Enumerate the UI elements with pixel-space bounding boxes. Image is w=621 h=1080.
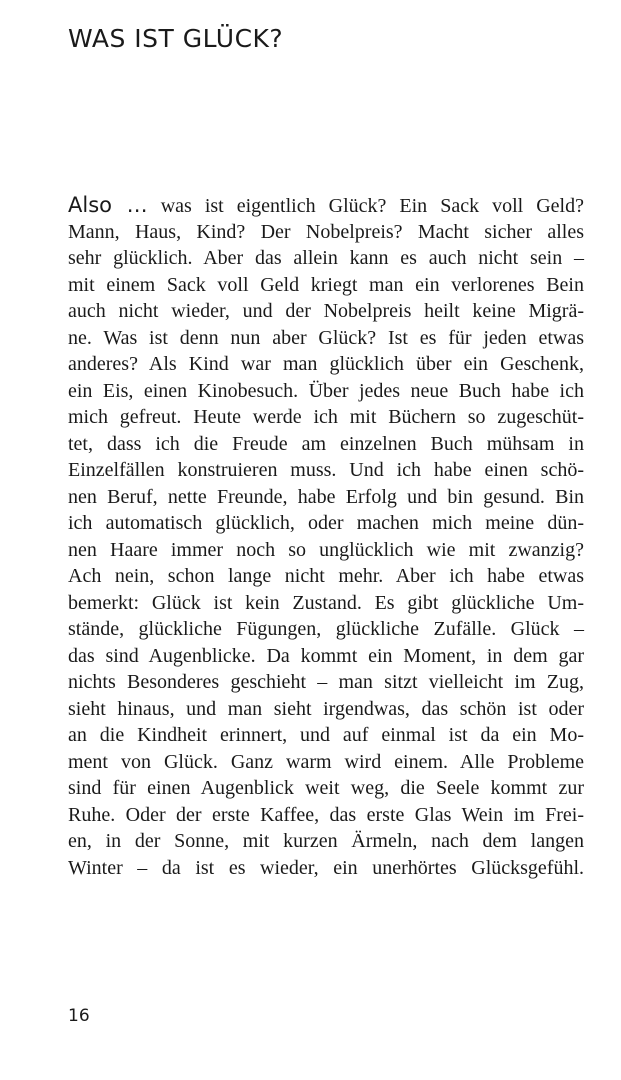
paragraph-line: sehr glücklich. Aber das allein kann es auch nicht sein – bbox=[68, 247, 584, 269]
paragraph-line: ein Eis, einen Kinobesuch. Über jedes neue Buch habe ich bbox=[68, 379, 584, 402]
paragraph-line: auch nicht wieder, und der Nobelpreis heilt keine Migrä- bbox=[68, 300, 584, 322]
paragraph-line: nen Haare immer noch so unglücklich wie mit zwanzig? bbox=[68, 538, 584, 561]
paragraph-line: Einzelfällen konstruieren muss. Und ich habe einen schö- bbox=[68, 459, 584, 481]
paragraph-line: sieht hinaus, und man sieht irgendwas, das schön ist oder bbox=[68, 697, 584, 720]
paragraph-line: mit einem Sack voll Geld kriegt man ein verlorenes Bein bbox=[68, 273, 584, 296]
page-number: 16 bbox=[68, 1006, 90, 1026]
paragraph-line: ne. Was ist denn nun aber Glück? Ist es für jeden etwas bbox=[68, 326, 584, 349]
paragraph-line bbox=[68, 192, 584, 219]
paragraph-line: mich gefreut. Heute werde ich mit Büchern so zugeschüt- bbox=[68, 406, 584, 428]
paragraph-line: ich automatisch glücklich, oder machen mich meine dün- bbox=[68, 512, 584, 534]
paragraph-line: Winter – da ist es wieder, ein unerhörtes Glücksgefühl. bbox=[68, 856, 584, 879]
paragraph-line: ment von Glück. Ganz warm wird einem. Alle Probleme bbox=[68, 750, 584, 773]
paragraph-line: stände, glückliche Fügungen, glückliche Zufälle. Glück – bbox=[68, 618, 584, 640]
lead-word: Also … bbox=[68, 193, 148, 217]
paragraph-line: an die Kindheit erinnert, und auf einmal ist da ein Mo- bbox=[68, 724, 584, 746]
paragraph-line: anderes? Als Kind war man glücklich über ein Geschenk, bbox=[68, 353, 584, 375]
paragraph-line: en, in der Sonne, mit kurzen Ärmeln, nach dem langen bbox=[68, 830, 584, 852]
chapter-title: WAS IST GLÜCK? bbox=[68, 24, 284, 53]
paragraph-line: sind für einen Augenblick weit weg, die Seele kommt zur bbox=[68, 777, 584, 799]
paragraph-line: Ruhe. Oder der erste Kaffee, das erste Glas Wein im Frei- bbox=[68, 803, 584, 826]
paragraph-line: bemerkt: Glück ist kein Zustand. Es gibt glückliche Um- bbox=[68, 591, 584, 614]
paragraph-line: Mann, Haus, Kind? Der Nobelpreis? Macht sicher alles bbox=[68, 220, 584, 243]
first-line-text: was ist eigentlich Glück? Ein Sack voll Geld? bbox=[147, 195, 584, 217]
paragraph-line: nen Beruf, nette Freunde, habe Erfolg und bin gesund. Bin bbox=[68, 485, 584, 508]
paragraph-line: tet, dass ich die Freude am einzelnen Buch mühsam in bbox=[68, 432, 584, 455]
body-paragraph bbox=[68, 192, 584, 881]
paragraph-line: das sind Augenblicke. Da kommt ein Moment, in dem gar bbox=[68, 644, 584, 667]
paragraph-line: Ach nein, schon lange nicht mehr. Aber ich habe etwas bbox=[68, 565, 584, 587]
paragraph-line: nichts Besonderes geschieht – man sitzt vielleicht im Zug, bbox=[68, 671, 584, 693]
